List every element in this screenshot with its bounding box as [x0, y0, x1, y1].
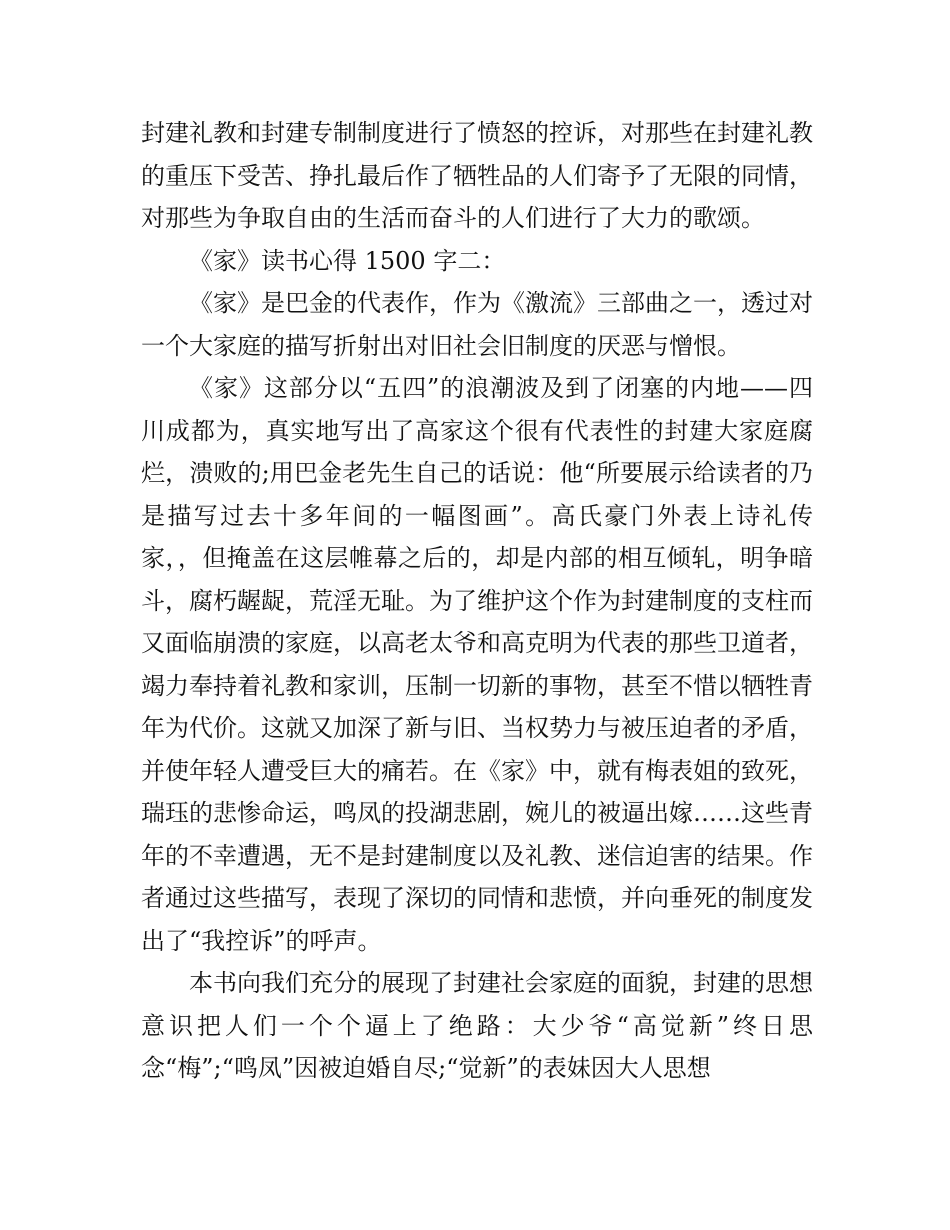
paragraph-1: 封建礼教和封建专制制度进行了愤怒的控诉，对那些在封建礼教的重压下受苦、挣扎最后作了牺牲品的人们寄予了无限的同情，对那些为争取自由的生活而奋斗的人们进行了大力的歌颂。	[141, 119, 813, 232]
section-heading: 《家》读书心得 1500 字二：	[189, 246, 506, 275]
paragraph-4: 本书向我们充分的展现了封建社会家庭的面貌，封建的思想意识把人们一个个逼上了绝路：大少爷“高觉新”终日思念“梅”;“鸣凤”因被迫婚自尽;“觉新”的表妹因大人思想	[141, 969, 813, 1082]
paragraph-2: 《家》是巴金的代表作，作为《激流》三部曲之一，透过对一个大家庭的描写折射出对旧社会旧制度的厌恶与憎恨。	[141, 289, 813, 360]
paragraph-3: 《家》这部分以“五四”的浪潮波及到了闭塞的内地——四川成都为，真实地写出了高家这个很有代表性的封建大家庭腐烂，溃败的;用巴金老先生自己的话说：他“所要展示给读者的乃是描写过去十多年间的一幅图画”。高氏豪门外表上诗礼传家，，但掩盖在这层帷幕之后的，却是内部的相互倾轧，明争暗斗，腐朽龌龊，荒淫无耻。为了维护这个作为封建制度的支柱而又面临崩溃的家庭，以高老太爷和高克明为代表的那些卫道者，竭力奉持着礼教和家训，压制一切新的事物，甚至不惜以牺牲青年为代价。这就又加深了新与旧、当权势力与被压迫者的矛盾，并使年轻人遭受巨大的痛若。在《家》中，就有梅表姐的致死，瑞珏的悲惨命运，鸣凤的投湖悲剧，婉儿的被逼出嫁……这些青年的不幸遭遇，无不是封建制度以及礼教、迷信迫害的结果。作者通过这些描写，表现了深切的同情和悲愤，并向垂死的制度发出了“我控诉”的呼声。	[141, 374, 813, 955]
document-page	[141, 112, 813, 1090]
